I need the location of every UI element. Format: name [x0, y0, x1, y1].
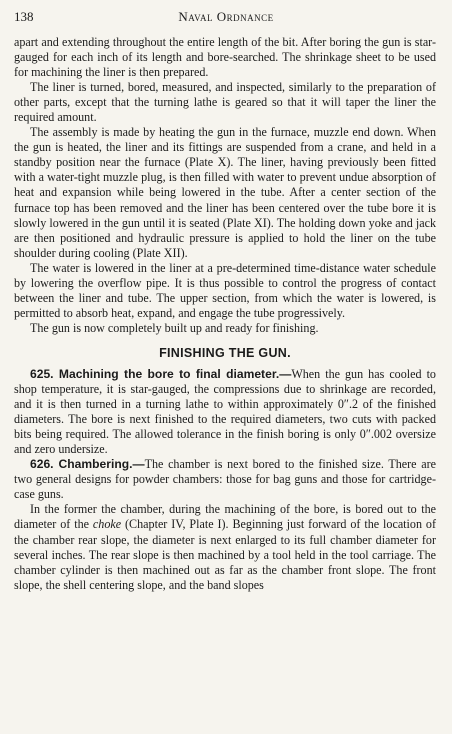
choke-term: choke [92, 517, 122, 532]
paragraph-former-chamber-text-2: (Chapter IV, Plate I). Beginning just forward of the location of the chamber rear slope, the diameter is next enlarged to its full chamber diameter for several inches. The rear slope is then machined by a tool held in the tool carriage. The chamber cylinder is then machined out as far as the chamber front slope. The front slope, the shell centering slope, and the band slopes [14, 517, 436, 592]
paragraph-626-text: The chamber is next bored to the finished size. There are two general designs for powder chambers: those for bag guns and those for cartridge-case guns. [14, 457, 436, 502]
paragraph-625-text: When the gun has cooled to shop temperature, it is star-gauged, the compressions due to shrinkage are recorded, and it is then turned in a turning lathe to within approximately 0″.2 of the finished diameters. The bore is next finished to the required diameters, two cuts with packed bits being required. The allowed tolerance in the finish boring is only 0″.002 oversize and zero undersize. [14, 366, 436, 457]
paragraph-assembly: The assembly is made by heating the gun in the furnace, muzzle end down. When the gun is heated, the liner and its fittings are suspended from a crane, and held in a standby position near the furnace (Plate X). The liner, having previously been fitted with a water-tight muzzle plug, is then filled with water to prevent undue absorption of heat and expansion while being lowered in the tube. After a center section of the furnace top has been removed and the liner has been centered over the tube bore it is slowly lowered in the gun until it is seated (Plate XI). The holding down yoke and jack are then positioned and hydraulic pressure is applied to hold the liner on the tube shoulder during cooling (Plate XII). [14, 125, 436, 260]
paragraph-626-title: 626. Chambering.— [30, 457, 145, 472]
page-header [14, 7, 438, 27]
paragraph-625 [14, 367, 436, 457]
paragraph-water-lowering: The water is lowered in the liner at a pre-determined time-distance water schedule by lowering the overflow pipe. It is thus possible to control the progress of contact between the liner and tube. The upper section, from which the water is lowered, is permitted to absorb heat, expand, and engage the tube progressively. [14, 260, 436, 320]
running-head: Naval Ordnance [178, 9, 274, 24]
paragraph-continuation: apart and extending throughout the entire length of the bit. After boring the gun is star-gauged for each inch of its length and bore-searched. The shrinkage sheet to be used for machining the liner is then prepared. [14, 35, 436, 80]
section-heading: FINISHING THE GUN. [159, 345, 291, 360]
paragraph-former-chamber [14, 502, 436, 592]
page-number: 138 [14, 9, 34, 24]
paragraph-former-chamber-text-1: In the former the chamber, during the machining of the bore, is bored out to the diameter of the [14, 502, 436, 532]
page-body [14, 35, 436, 593]
paragraph-built-up: The gun is now completely built up and ready for finishing. [30, 320, 319, 335]
paragraph-625-title: 625. Machining the bore to final diameter.— [30, 366, 292, 381]
paragraph-liner-turning: The liner is turned, bored, measured, and inspected, similarly to the preparation of other parts, except that the turning lathe is geared so that it will taper the liner the required amount. [14, 80, 436, 125]
paragraph-626 [14, 457, 436, 502]
